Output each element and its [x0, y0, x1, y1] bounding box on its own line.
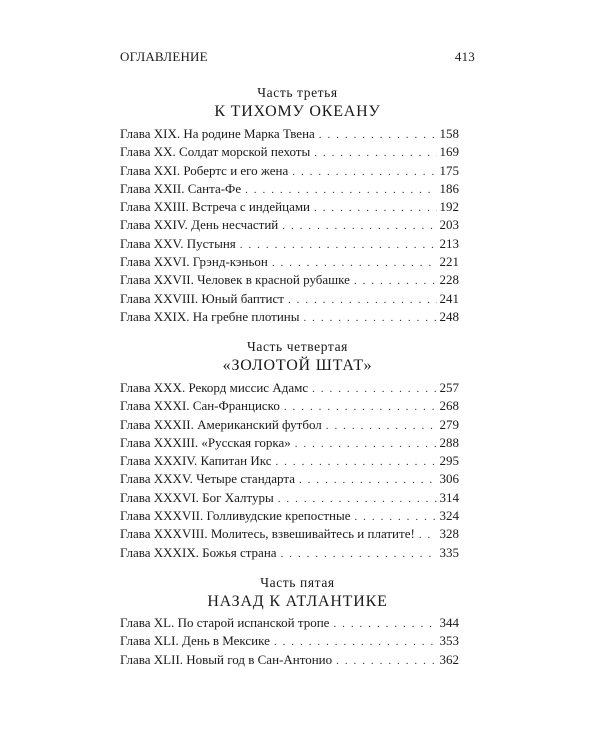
page-number: 413: [454, 49, 475, 64]
chapter-page-number: 241: [439, 290, 459, 306]
chapter-page-number: 257: [439, 380, 459, 395]
running-head: [120, 49, 475, 69]
dot-leader: [419, 529, 437, 541]
chapter-title: Глава XXXV. Четыре стандарта: [120, 471, 295, 487]
toc-entry: [120, 217, 459, 235]
dot-leader: [312, 383, 436, 395]
running-head-title: ОГЛАВЛЕНИЕ: [120, 49, 208, 64]
dot-leader: [303, 312, 436, 324]
chapter-page-number: 203: [439, 217, 459, 233]
chapter-title: Глава XXXVIII. Молитесь, взвешивайтесь и платите!: [120, 526, 415, 542]
toc-entry: [120, 508, 459, 526]
dot-leader: [333, 618, 436, 630]
dot-leader: [354, 511, 436, 523]
chapter-page-number: 314: [439, 489, 459, 505]
toc-entry: [120, 126, 459, 144]
chapter-page-number: 279: [439, 416, 459, 432]
part-label: Часть пятая: [260, 575, 335, 590]
toc-entry: [120, 490, 459, 508]
dot-leader: [292, 166, 436, 178]
chapter-page-number: 221: [439, 254, 459, 270]
chapter-title: Глава XL. По старой испанской тропе: [120, 615, 330, 630]
chapter-title: Глава XXV. Пустыня: [120, 235, 236, 251]
chapter-title: Глава XXI. Робертс и его жена: [120, 162, 289, 178]
chapter-title: Глава XXVI. Грэнд-кэньон: [120, 254, 268, 270]
toc-entry: [120, 272, 459, 290]
toc-list: [120, 380, 459, 563]
dot-leader: [314, 147, 436, 159]
chapter-page-number: 192: [439, 199, 459, 215]
dot-leader: [275, 456, 436, 468]
toc-entry: [120, 254, 459, 272]
part-title: «ЗОЛОТОЙ ШТАТ»: [222, 357, 373, 374]
toc-entry: [120, 652, 459, 670]
chapter-page-number: 362: [439, 651, 459, 667]
chapter-title: Глава XXXII. Американский футбол: [120, 416, 322, 432]
chapter-page-number: 169: [439, 144, 459, 160]
part-label: Часть третья: [257, 85, 338, 100]
chapter-title: Глава XXX. Рекорд миссис Адамс: [120, 380, 309, 395]
chapter-title: Глава XXVII. Человек в красной рубашке: [120, 272, 350, 288]
toc-entry: [120, 417, 459, 435]
toc-entry: [120, 545, 459, 563]
chapter-title: Глава XXVIII. Юный баптист: [120, 290, 284, 306]
chapter-title: Глава XXXVI. Бог Халтуры: [120, 489, 274, 505]
chapter-page-number: 158: [439, 126, 459, 141]
toc-entry: [120, 633, 459, 651]
toc-entry: [120, 615, 459, 633]
toc-entry: [120, 181, 459, 199]
chapter-page-number: 328: [439, 526, 459, 542]
part-title: НАЗАД К АТЛАНТИКЕ: [207, 593, 388, 610]
chapter-page-number: 295: [439, 453, 459, 469]
chapter-title: Глава XLII. Новый год в Сан-Антонио: [120, 651, 333, 667]
chapter-title: Глава XXXIX. Божья страна: [120, 544, 277, 560]
chapter-title: Глава XIX. На родине Марка Твена: [120, 126, 315, 141]
toc-entry: [120, 526, 459, 544]
chapter-page-number: 353: [439, 633, 459, 649]
dot-leader: [284, 401, 437, 413]
chapter-title: Глава XXIV. День несчастий: [120, 217, 279, 233]
chapter-title: Глава XXXVII. Голливудские крепостные: [120, 508, 351, 524]
chapter-page-number: 324: [439, 508, 459, 524]
dot-leader: [278, 493, 437, 505]
chapter-title: Глава XX. Солдат морской пехоты: [120, 144, 311, 160]
dot-leader: [281, 548, 437, 560]
chapter-title: Глава XXIII. Встреча с индейцами: [120, 199, 311, 215]
dot-leader: [240, 239, 437, 251]
toc-list: [120, 615, 459, 670]
toc-entry: [120, 435, 459, 453]
chapter-page-number: 335: [439, 544, 459, 560]
chapter-page-number: 306: [439, 471, 459, 487]
chapter-page-number: 248: [439, 308, 459, 324]
chapter-title: Глава XXXIII. «Русская горка»: [120, 434, 291, 450]
toc-list: [120, 126, 459, 327]
chapter-title: Глава XXXI. Сан-Франциско: [120, 398, 280, 414]
dot-leader: [314, 202, 436, 214]
chapter-title: Глава XXII. Санта-Фе: [120, 180, 242, 196]
chapter-page-number: 288: [439, 434, 459, 450]
dot-leader: [354, 275, 437, 287]
toc-entry: [120, 471, 459, 489]
dot-leader: [319, 129, 437, 141]
toc-entry: [120, 199, 459, 217]
dot-leader: [245, 184, 436, 196]
dot-leader: [326, 420, 437, 432]
toc-entry: [120, 163, 459, 181]
chapter-page-number: 228: [439, 272, 459, 288]
chapter-page-number: 213: [439, 235, 459, 251]
dot-leader: [282, 220, 436, 232]
toc-entry: [120, 236, 459, 254]
part-title: К ТИХОМУ ОКЕАНУ: [214, 103, 381, 120]
chapter-title: Глава XXXIV. Капитан Икс: [120, 453, 272, 469]
toc-entry: [120, 380, 459, 398]
chapter-page-number: 268: [439, 398, 459, 414]
dot-leader: [272, 257, 437, 269]
dot-leader: [336, 655, 436, 667]
dot-leader: [295, 438, 437, 450]
toc-entry: [120, 453, 459, 471]
dot-leader: [299, 474, 437, 486]
dot-leader: [288, 294, 437, 306]
toc-entry: [120, 309, 459, 327]
chapter-page-number: 175: [439, 162, 459, 178]
chapter-page-number: 186: [439, 180, 459, 196]
toc-entry: [120, 144, 459, 162]
chapter-page-number: 344: [439, 615, 459, 630]
part-label: Часть четвертая: [247, 339, 348, 354]
toc-entry: [120, 398, 459, 416]
chapter-title: Глава XXIX. На гребне плотины: [120, 308, 300, 324]
toc-entry: [120, 291, 459, 309]
dot-leader: [274, 636, 437, 648]
chapter-title: Глава XLI. День в Мексике: [120, 633, 270, 649]
